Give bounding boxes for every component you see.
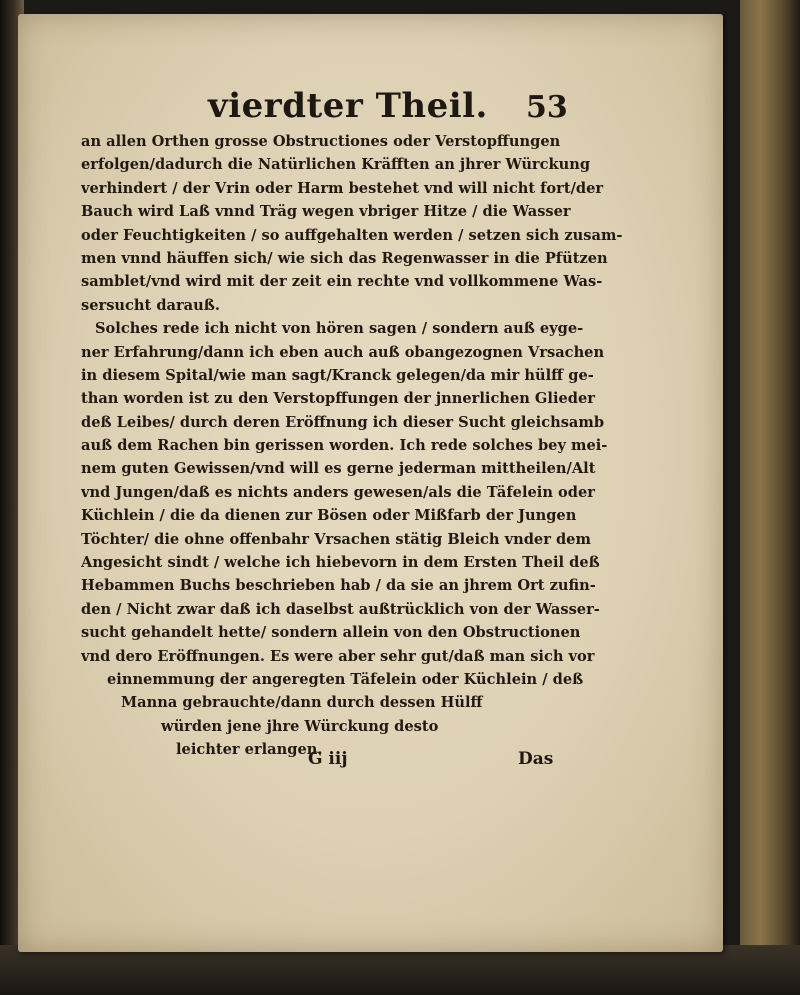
text-line: Töchter/ die ohne offenbahr Vrsachen stätig Bleich vnder dem — [81, 530, 591, 548]
text-line: oder Feuchtigkeiten / so auffgehalten werden / setzen sich zusam- — [81, 226, 623, 244]
text-line: Hebammen Buchs beschrieben hab / da sie an jhrem Ort zufin- — [81, 577, 596, 595]
text-line: Solches rede ich nicht von hören sagen / sondern auß eyge- — [95, 320, 584, 338]
text-line: Küchlein / die da dienen zur Bösen oder Mißfarb der Jungen — [81, 507, 577, 525]
text-line: deß Leibes/ durch deren Eröffnung ich dieser Sucht gleichsamb — [81, 413, 605, 431]
text-line: leichter erlangen. — [176, 741, 323, 759]
book-page — [18, 14, 723, 952]
catchword: Das — [518, 749, 554, 769]
text-line: verhindert / der Vrin oder Harm bestehet vnd will nicht fort/der — [81, 179, 604, 197]
signature-mark: G iij — [308, 749, 348, 769]
text-line: an allen Orthen grosse Obstructiones oder Verstopffungen — [81, 133, 561, 150]
text-line: sucht gehandelt hette/ sondern allein von den Obstructionen — [81, 624, 581, 642]
text-line: vnd dero Eröffnungen. Es were aber sehr gut/daß man sich vor — [81, 647, 595, 665]
book-bottom-edge — [0, 945, 800, 995]
page-footer — [308, 749, 608, 779]
page-number: 53 — [526, 90, 568, 125]
text-line: than worden ist zu den Verstopffungen der jnnerlichen Glieder — [81, 390, 595, 408]
running-head: vierdter Theil. — [208, 86, 488, 126]
text-line: auß dem Rachen bin gerissen worden. Ich rede solches bey mei- — [81, 437, 608, 455]
text-line: in diesem Spital/wie man sagt/Kranck gelegen/da mir hülff ge- — [81, 366, 594, 384]
book-fore-edge — [740, 0, 800, 995]
text-line: nem guten Gewissen/vnd will es gerne jederman mittheilen/Alt — [81, 460, 596, 478]
text-line: men vnnd häuffen sich/ wie sich das Regenwasser in die Pfützen — [81, 249, 608, 267]
text-line: Manna gebrauchte/dann durch dessen Hülff — [121, 694, 483, 712]
text-line: würden jene jhre Würckung desto — [161, 717, 439, 735]
text-line: Bauch wird Laß vnnd Träg wegen vbriger Hitze / die Wasser — [81, 203, 571, 221]
text-line: sersucht darauß. — [81, 296, 220, 314]
text-line: den / Nicht zwar daß ich daselbst außtrücklich von der Wasser- — [81, 600, 600, 618]
text-line: samblet/vnd wird mit der zeit ein rechte vnd vollkommene Was- — [81, 273, 603, 291]
text-line: einnemmung der angeregten Täfelein oder Küchlein / deß — [107, 670, 584, 688]
text-line: erfolgen/dadurch die Natürlichen Kräfften an jhrer Würckung — [81, 156, 591, 174]
page-header — [208, 86, 568, 134]
body-text — [81, 130, 701, 762]
text-line: Angesicht sindt / welche ich hiebevorn in dem Ersten Theil deß — [81, 554, 600, 572]
text-line: ner Erfahrung/dann ich eben auch auß obangezognen Vrsachen — [81, 343, 605, 361]
text-line: vnd Jungen/daß es nichts anders gewesen/als die Täfelein oder — [81, 483, 595, 501]
